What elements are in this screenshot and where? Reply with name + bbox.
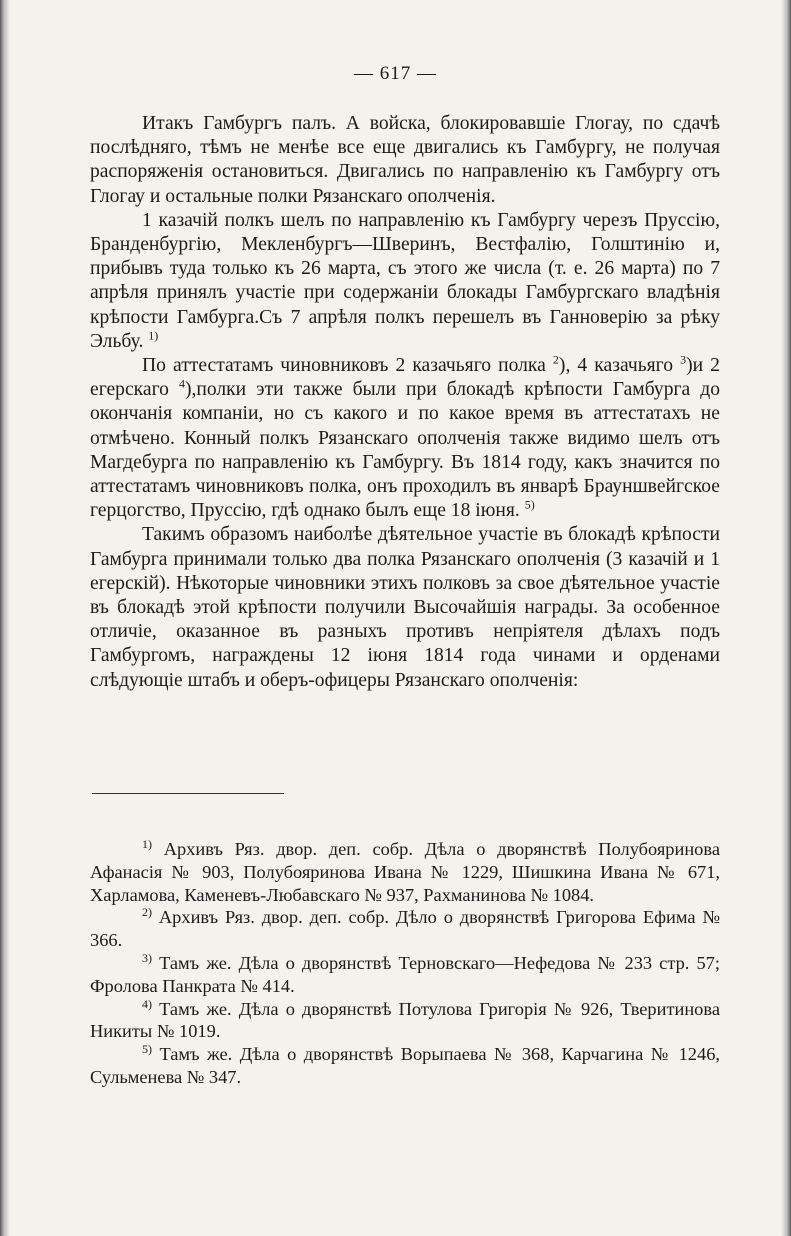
footnote-text: Архивъ Ряз. двор. деп. собр. Дѣла о дворянствѣ Полубояринова Афанасія № 903, Полубояринова Ивана № 1229, Шишкина Ивана № 671, Харламова, Каменевъ-Любавскаго № 937, Рахманинова № 1084. [90, 839, 720, 905]
footnotes [90, 838, 720, 1089]
page-right-edge [781, 0, 791, 1236]
footnote-text: Архивъ Ряз. двор. деп. собр. Дѣло о дворянствѣ Григорова Ефима № 366. [90, 907, 720, 951]
footnote-1 [90, 838, 720, 906]
footnote-text: Тамъ же. Дѣла о дворянствѣ Ворыпаева № 368, Карчагина № 1246, Сульменева № 347. [90, 1044, 720, 1087]
footnote-4 [90, 998, 720, 1044]
footnote-mark: 3) [142, 950, 152, 965]
paragraph-1: Итакъ Гамбургъ палъ. А войска, блокировавшіе Глогау, по сдачѣ послѣдняго, тѣмъ не менѣе все еще двигались къ Гамбургу, не получая распоряженія остановиться. Двигались по направленію къ Гамбургу отъ Глогау и остальные полки Рязанскаго ополченія. [90, 113, 720, 207]
paragraph-3-text-b: ), 4 казачьяго [558, 355, 674, 377]
paragraph-3-text-c: )и 2 егерскаго [90, 355, 720, 401]
footnote-2 [90, 906, 720, 952]
footnote-mark: 4) [142, 996, 152, 1011]
page-number: — 617 — [354, 63, 437, 84]
footnote-ref-3: 3 [680, 352, 687, 367]
footnote-text: Тамъ же. Дѣла о дворянствѣ Терновскаго—Нефедова № 233 стр. 57; Фролова Панкрата № 414. [90, 952, 720, 996]
paragraph-3 [90, 354, 720, 523]
paragraph-3-text-a: По аттестатамъ чиновниковъ 2 казачьяго полка [142, 355, 546, 377]
page-left-edge [0, 0, 10, 1236]
footnote-divider [92, 793, 284, 794]
footnote-5 [90, 1043, 720, 1089]
main-text [90, 112, 720, 693]
footnote-text: Тамъ же. Дѣла о дворянствѣ Потулова Григорія № 926, Тверитинова Никиты № 1019. [90, 998, 720, 1042]
paragraph-3-text-d: ),полки эти также были при блокадѣ крѣпости Гамбурга до окончанія компаніи, но съ какого и по какое время въ аттестатахъ не отмѣчено. Конный полкъ Рязанскаго ополченія также видимо шелъ отъ Магдебурга по направленію къ Гамбургу. Въ 1814 году, какъ значится по аттестатамъ чиновниковъ полка, онъ проходилъ въ январѣ Брауншвейгское герцогство, Пруссію, гдѣ однако былъ еще 18 іюня. [90, 379, 720, 522]
footnote-ref-5: 5) [524, 497, 535, 512]
footnote-ref-1: 1) [148, 328, 159, 343]
footnote-mark: 5) [142, 1042, 152, 1057]
footnote-3 [90, 952, 720, 998]
footnote-mark: 1) [142, 836, 152, 851]
paragraph-2-text: 1 казачій полкъ шелъ по направленію къ Гамбургу черезъ Пруссію, Бранденбургію, Мекленбургъ—Шверинъ, Вестфалію, Голштинію и, прибывъ туда только къ 26 марта, съ этого же числа (т. е. 26 марта) по 7 апрѣля принялъ участіе при содержаніи блокады Гамбургскаго владѣнія крѣпости Гамбурга.Съ 7 апрѣля полкъ перешелъ въ Ганноверію за рѣку Эльбу. [90, 209, 720, 352]
paragraph-4: Такимъ образомъ наиболѣе дѣятельное участіе въ блокадѣ крѣпости Гамбурга принимали только два полка Рязанскаго ополченія (3 казачій и 1 егерскій). Нѣкоторые чиновники этихъ полковъ за свое дѣятельное участіе въ блокадѣ этой крѣпости получили Высочайшія награды. За особенное отличіе, оказанное въ разныхъ противъ непріятеля дѣлахъ подъ Гамбургомъ, награждены 12 іюня 1814 года чинами и орденами слѣдующіе штабъ и оберъ-офицеры Рязанскаго ополченія: [90, 524, 720, 691]
footnote-ref-2: 2 [552, 352, 559, 367]
footnote-ref-4: 4 [178, 376, 185, 391]
footnote-mark: 2) [142, 905, 152, 920]
paragraph-2 [90, 209, 720, 354]
